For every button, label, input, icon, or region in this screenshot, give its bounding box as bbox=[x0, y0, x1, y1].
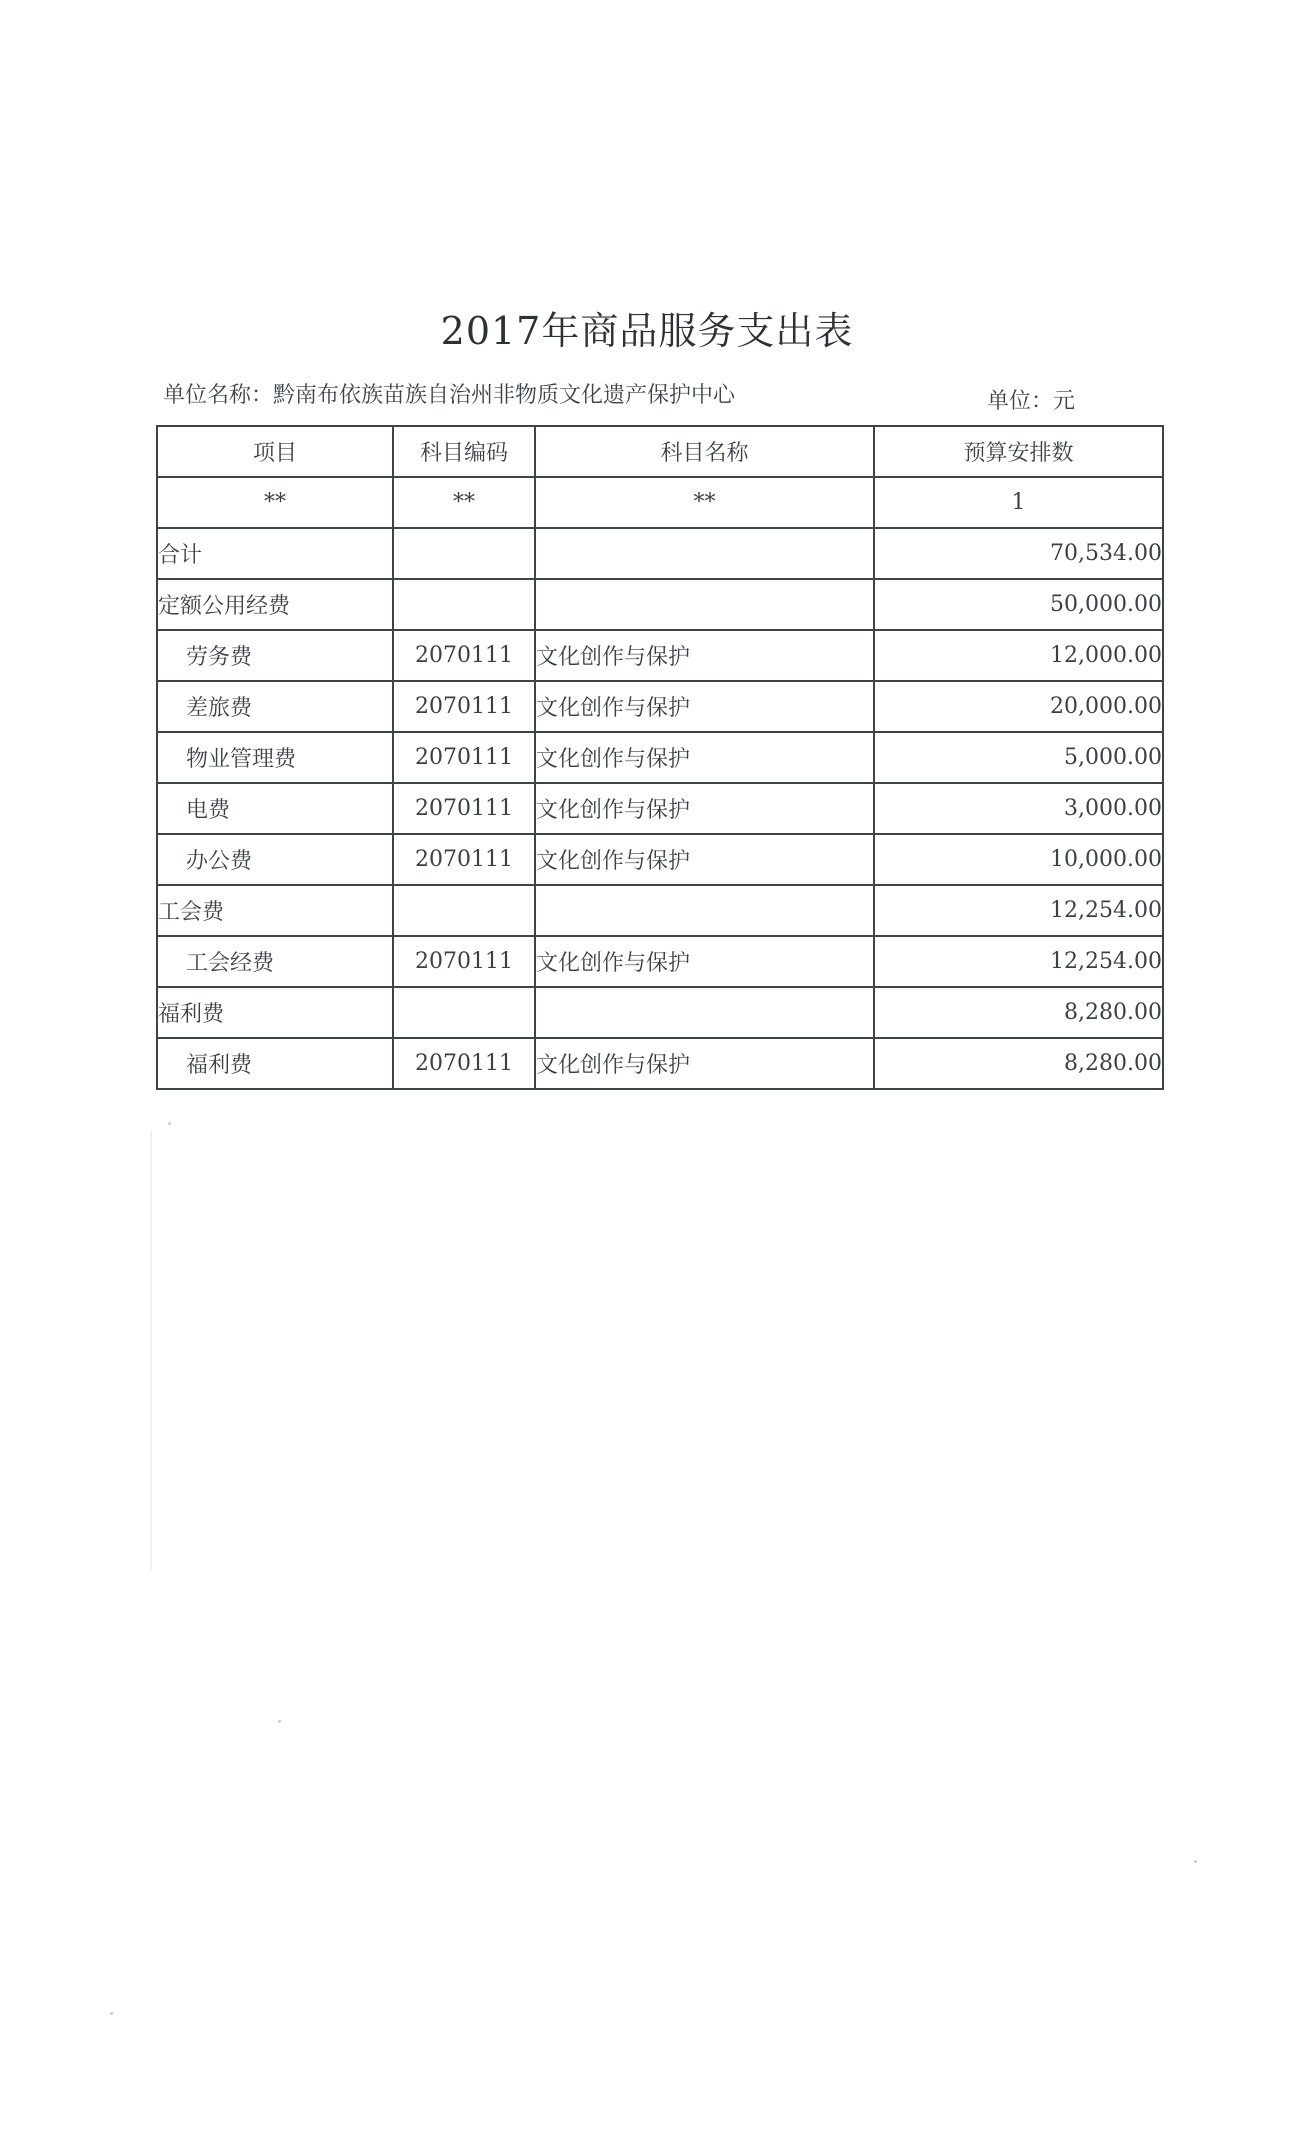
row-subject-name bbox=[535, 579, 874, 630]
row-item-name: 劳务费 bbox=[157, 630, 393, 681]
table-row bbox=[157, 1038, 1163, 1089]
row-subject-code: 2070111 bbox=[393, 834, 535, 885]
row-subject-name: 文化创作与保护 bbox=[535, 1038, 874, 1089]
table-row bbox=[157, 936, 1163, 987]
row-subject-name: 文化创作与保护 bbox=[535, 783, 874, 834]
row-subject-code bbox=[393, 528, 535, 579]
table-row bbox=[157, 732, 1163, 783]
row-subject-code bbox=[393, 885, 535, 936]
row-item-name: 工会费 bbox=[157, 885, 393, 936]
row-subject-code: 2070111 bbox=[393, 630, 535, 681]
row-subject-code: 2070111 bbox=[393, 732, 535, 783]
row-budget-amount: 5,000.00 bbox=[874, 732, 1163, 783]
organization-label: 单位名称：黔南布依族苗族自治州非物质文化遗产保护中心 bbox=[163, 383, 736, 408]
header-budget-amount: 预算安排数 bbox=[874, 426, 1163, 477]
scan-speck bbox=[168, 1122, 171, 1125]
page-title: 2017年商品服务支出表 bbox=[440, 309, 854, 353]
row-budget-amount: 8,280.00 bbox=[874, 987, 1163, 1038]
header-subject-name: 科目名称 bbox=[535, 426, 874, 477]
table-row bbox=[157, 987, 1163, 1038]
scan-speck bbox=[278, 1720, 281, 1723]
index-row bbox=[157, 477, 1163, 528]
table-row bbox=[157, 528, 1163, 579]
row-budget-amount: 50,000.00 bbox=[874, 579, 1163, 630]
row-item-name: 物业管理费 bbox=[157, 732, 393, 783]
index-cell: 1 bbox=[874, 477, 1163, 528]
row-item-name: 差旅费 bbox=[157, 681, 393, 732]
row-subject-code: 2070111 bbox=[393, 936, 535, 987]
row-budget-amount: 10,000.00 bbox=[874, 834, 1163, 885]
row-subject-code: 2070111 bbox=[393, 783, 535, 834]
row-item-name: 合计 bbox=[157, 528, 393, 579]
expenditure-table bbox=[156, 425, 1164, 1090]
row-item-name: 办公费 bbox=[157, 834, 393, 885]
row-subject-code bbox=[393, 987, 535, 1038]
row-item-name: 福利费 bbox=[157, 1038, 393, 1089]
row-budget-amount: 3,000.00 bbox=[874, 783, 1163, 834]
index-cell: ** bbox=[157, 477, 393, 528]
row-subject-name bbox=[535, 987, 874, 1038]
currency-unit-label: 单位：元 bbox=[986, 389, 1075, 414]
index-cell: ** bbox=[535, 477, 874, 528]
row-subject-name: 文化创作与保护 bbox=[535, 630, 874, 681]
row-subject-name: 文化创作与保护 bbox=[535, 681, 874, 732]
table-header-row bbox=[157, 426, 1163, 477]
table-row bbox=[157, 681, 1163, 732]
index-cell: ** bbox=[393, 477, 535, 528]
table-row bbox=[157, 783, 1163, 834]
row-budget-amount: 8,280.00 bbox=[874, 1038, 1163, 1089]
row-subject-code bbox=[393, 579, 535, 630]
row-budget-amount: 12,000.00 bbox=[874, 630, 1163, 681]
scan-speck bbox=[110, 2012, 113, 2015]
scan-speck bbox=[1194, 1860, 1197, 1863]
row-budget-amount: 20,000.00 bbox=[874, 681, 1163, 732]
row-item-name: 定额公用经费 bbox=[157, 579, 393, 630]
row-subject-code: 2070111 bbox=[393, 681, 535, 732]
row-subject-name: 文化创作与保护 bbox=[535, 732, 874, 783]
table-row bbox=[157, 885, 1163, 936]
row-subject-name: 文化创作与保护 bbox=[535, 936, 874, 987]
row-subject-name bbox=[535, 885, 874, 936]
row-item-name: 工会经费 bbox=[157, 936, 393, 987]
header-item: 项目 bbox=[157, 426, 393, 477]
table-row bbox=[157, 630, 1163, 681]
row-subject-name bbox=[535, 528, 874, 579]
row-subject-name: 文化创作与保护 bbox=[535, 834, 874, 885]
header-subject-code: 科目编码 bbox=[393, 426, 535, 477]
row-budget-amount: 12,254.00 bbox=[874, 885, 1163, 936]
row-item-name: 电费 bbox=[157, 783, 393, 834]
row-budget-amount: 70,534.00 bbox=[874, 528, 1163, 579]
table-row bbox=[157, 579, 1163, 630]
table-row bbox=[157, 834, 1163, 885]
row-item-name: 福利费 bbox=[157, 987, 393, 1038]
scan-edge-artifact bbox=[150, 1130, 152, 1570]
row-budget-amount: 12,254.00 bbox=[874, 936, 1163, 987]
row-subject-code: 2070111 bbox=[393, 1038, 535, 1089]
